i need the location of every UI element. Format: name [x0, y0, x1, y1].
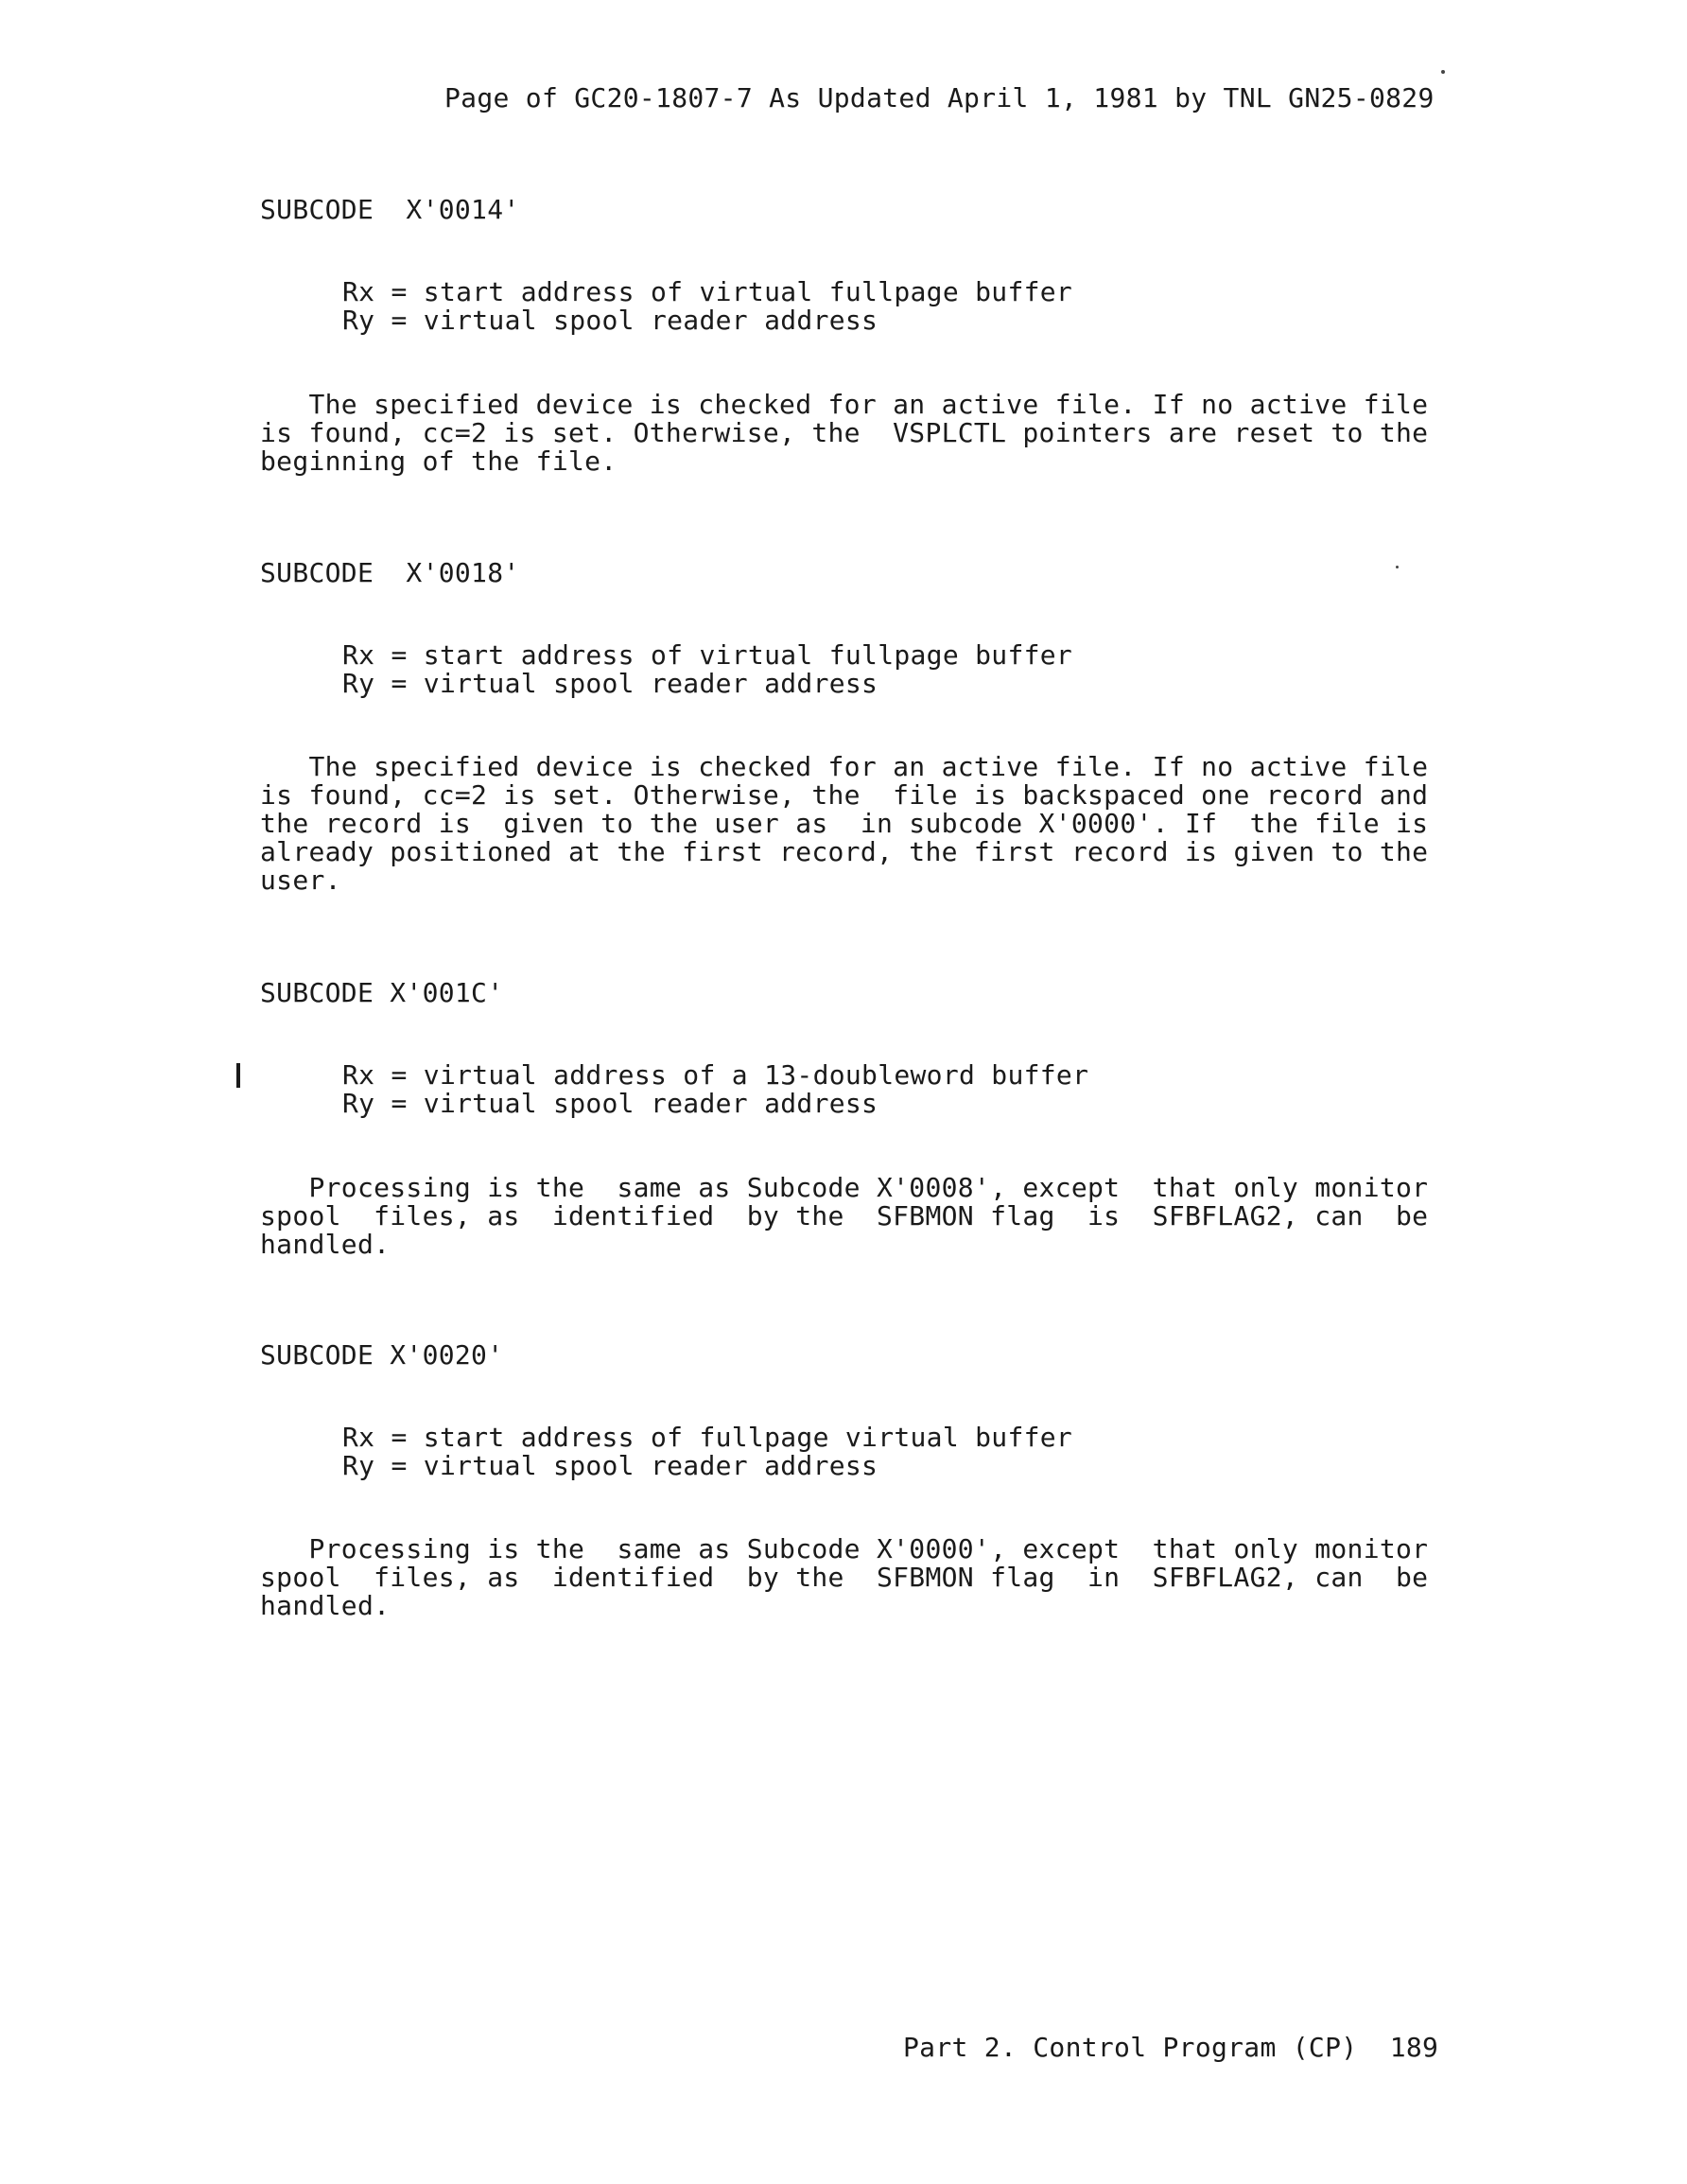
paragraph-line: Processing is the same as Subcode X'0000', except that only monitor [260, 1533, 1429, 1564]
paragraph-line: already positioned at the first record, the first record is given to the [260, 836, 1429, 867]
page-header: Page of GC20-1807-7 As Updated April 1, 1981 by TNL GN25-0829 [444, 82, 1435, 114]
paragraph-line: is found, cc=2 is set. Otherwise, the VSPLCTL pointers are reset to the [260, 417, 1429, 448]
register-line: Ry = virtual spool reader address [342, 305, 878, 336]
subcode-heading: SUBCODE X'001C' [260, 977, 504, 1008]
register-line: Ry = virtual spool reader address [342, 668, 878, 699]
subcode-heading: SUBCODE X'0018' [260, 557, 520, 588]
paragraph-line: is found, cc=2 is set. Otherwise, the file is backspaced one record and [260, 779, 1429, 811]
scan-speck [1441, 70, 1445, 74]
paragraph-line: spool files, as identified by the SFBMON flag in SFBFLAG2, can be [260, 1562, 1429, 1593]
register-line: Ry = virtual spool reader address [342, 1450, 878, 1481]
register-line: Rx = start address of virtual fullpage buffer [342, 639, 1073, 671]
paragraph-line: The specified device is checked for an active file. If no active file [260, 751, 1429, 782]
revision-change-bar [236, 1063, 240, 1088]
page-footer: Part 2. Control Program (CP) 189 [903, 2032, 1439, 2063]
paragraph-line: handled. [260, 1229, 391, 1260]
register-line: Ry = virtual spool reader address [342, 1088, 878, 1119]
paragraph-line: user. [260, 865, 341, 896]
register-line: Rx = virtual address of a 13-doubleword buffer [342, 1059, 1089, 1091]
subcode-heading: SUBCODE X'0014' [260, 194, 520, 225]
paragraph-line: The specified device is checked for an active file. If no active file [260, 389, 1429, 420]
register-line: Rx = start address of virtual fullpage buffer [342, 276, 1073, 307]
paragraph-line: spool files, as identified by the SFBMON flag is SFBFLAG2, can be [260, 1200, 1429, 1232]
paragraph-line: the record is given to the user as in subcode X'0000'. If the file is [260, 808, 1429, 839]
paragraph-line: handled. [260, 1590, 391, 1621]
register-line: Rx = start address of fullpage virtual buffer [342, 1422, 1073, 1453]
subcode-heading: SUBCODE X'0020' [260, 1339, 504, 1371]
paragraph-line: beginning of the file. [260, 446, 617, 477]
scan-speck [1396, 566, 1399, 568]
paragraph-line: Processing is the same as Subcode X'0008', except that only monitor [260, 1172, 1429, 1203]
